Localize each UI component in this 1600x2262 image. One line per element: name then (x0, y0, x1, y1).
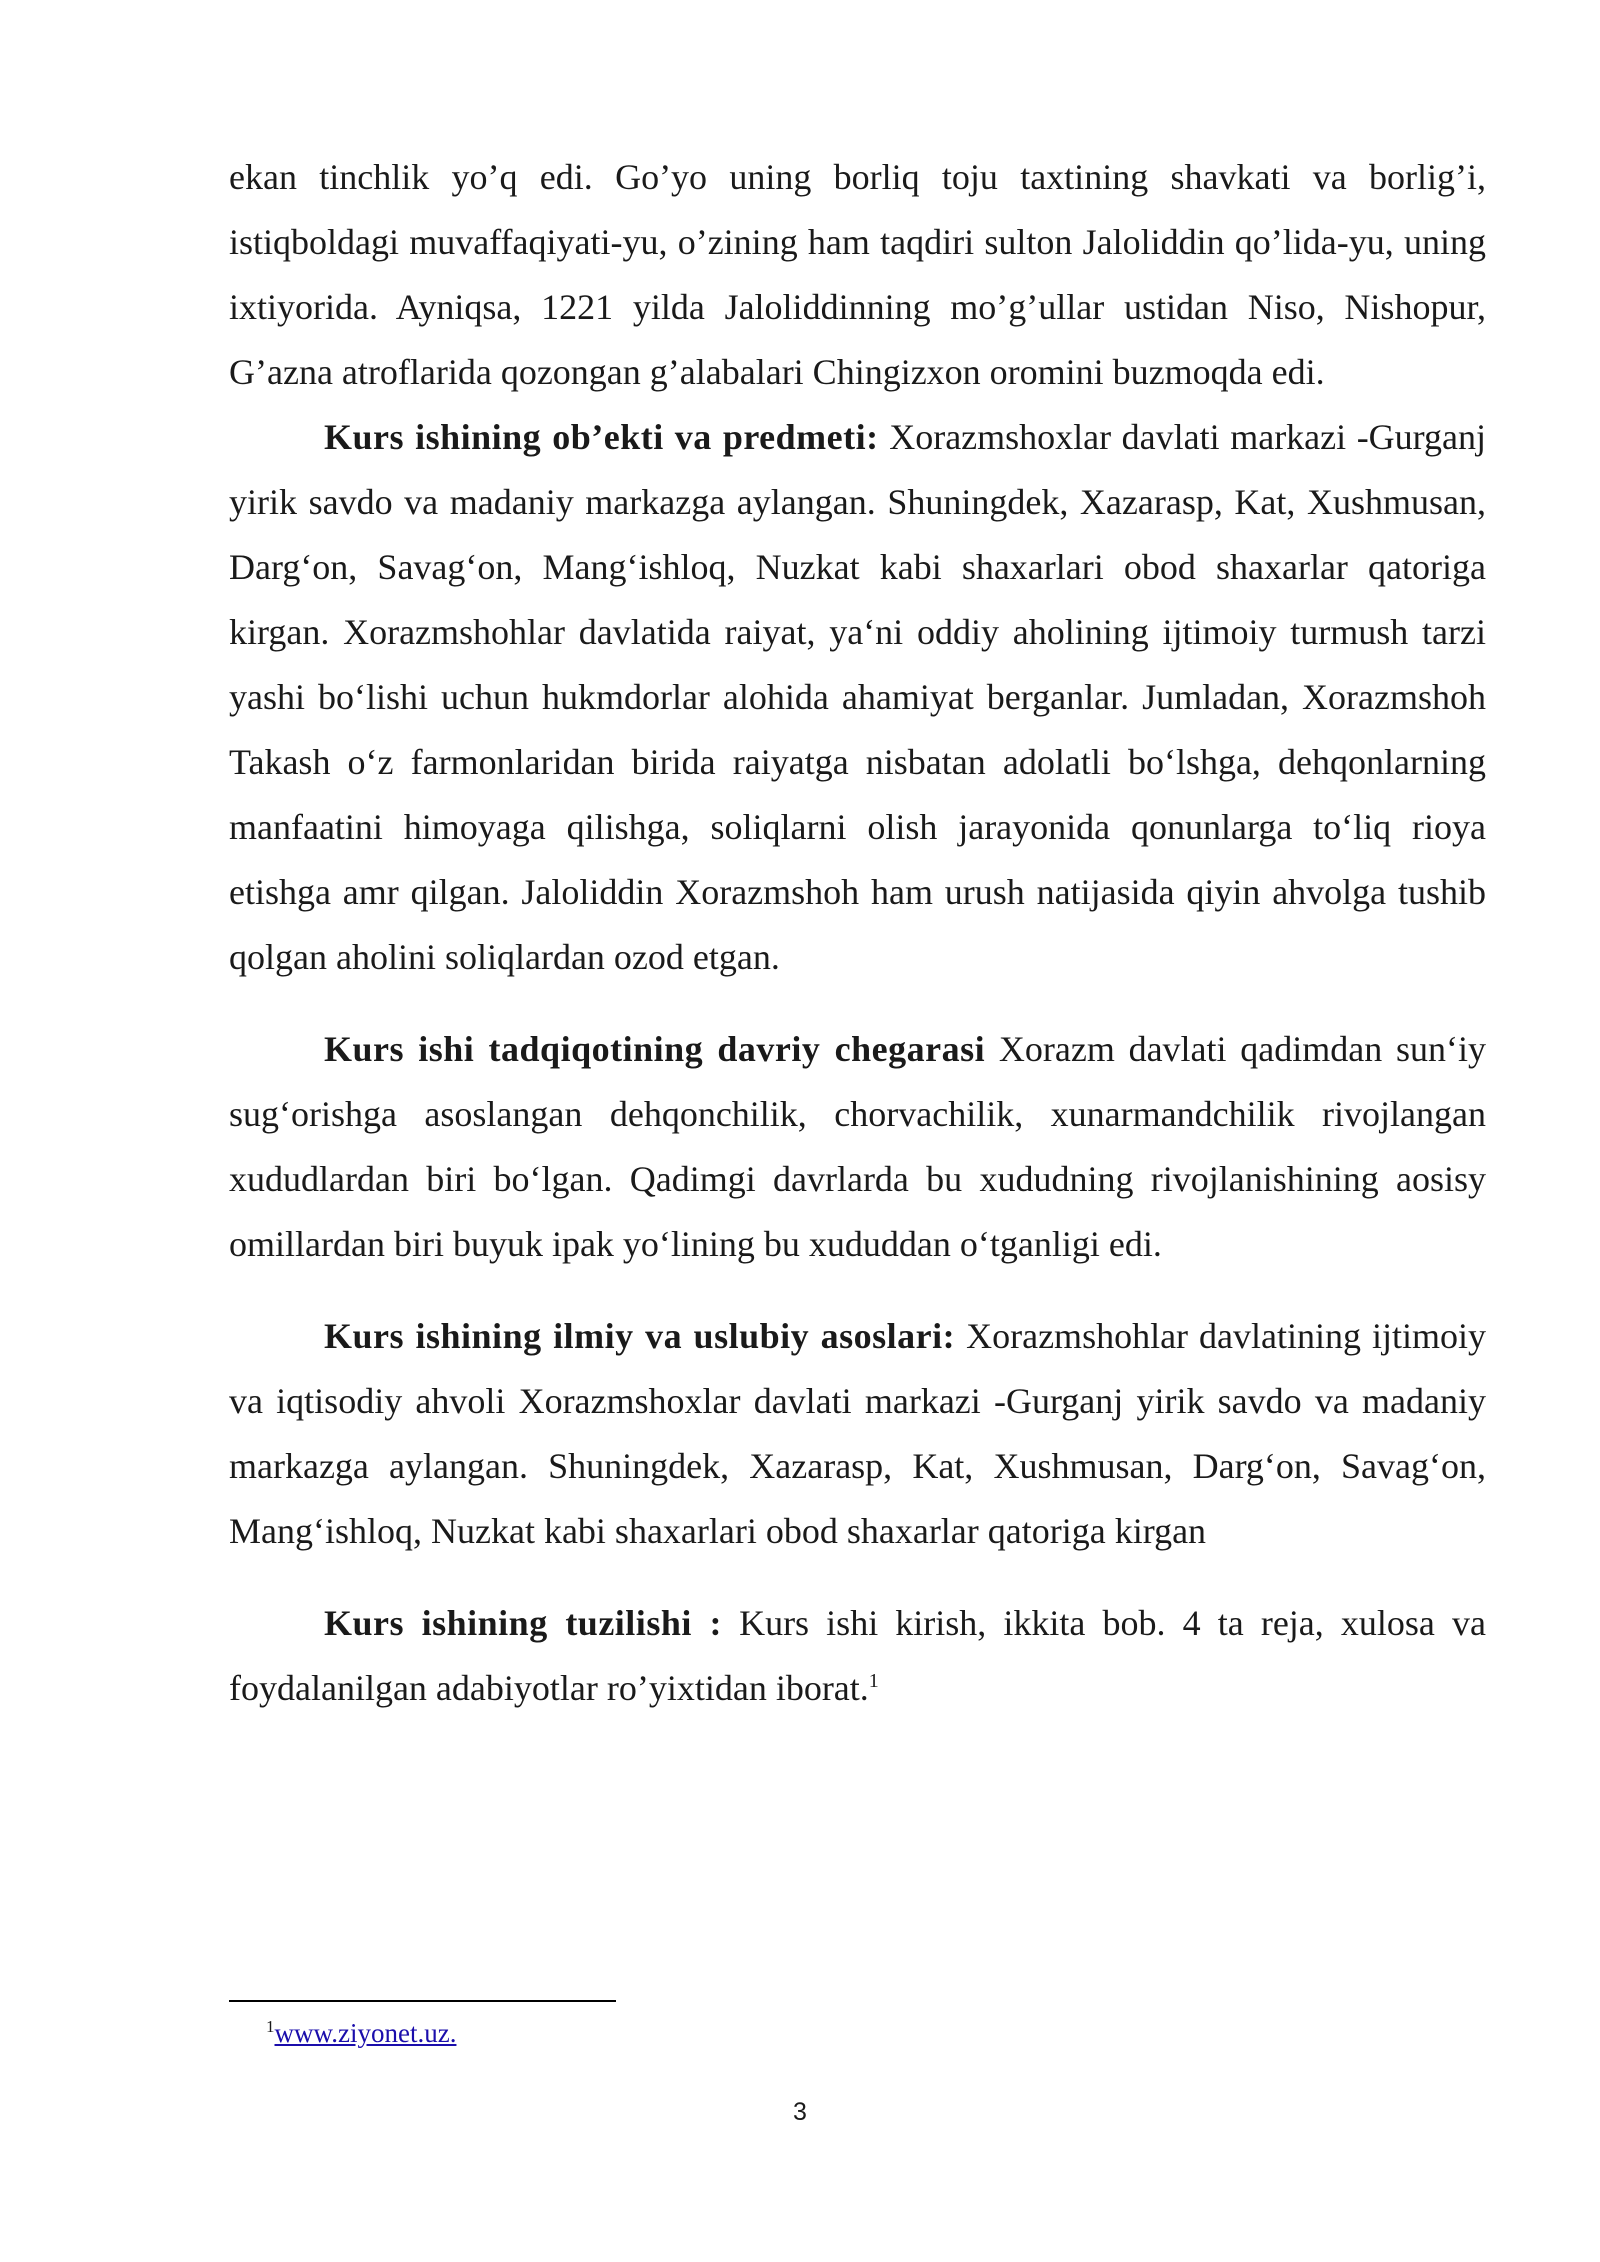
document-body (229, 145, 1486, 1721)
footnote (266, 2013, 456, 2053)
paragraph-text: ekan tinchlik yo’q edi. Go’yo uning borliq toju taxtining shavkati va borlig’i, istiqboldagi muvaffaqiyati-yu, o’zining ham taqdiri sulton Jaloliddin qo’lida-yu, uning ixtiyorida. Ayniqsa, 1221 yilda Jaloliddinning mo’g’ullar ustidan Niso, Nishopur, G’azna atroflarida qozongan g’alabalari Chingizxon oromini buzmoqda edi. (229, 157, 1486, 392)
paragraph-object-subject (229, 405, 1486, 990)
footnote-reference[interactable]: 1 (868, 1670, 879, 1692)
section-heading-chronological-scope: Kurs ishi tadqiqotining davriy chegarasi (324, 1029, 986, 1069)
paragraph-continuation (229, 145, 1486, 405)
section-heading-methodology: Kurs ishining ilmiy va uslubiy asoslari: (324, 1316, 956, 1356)
paragraph-structure (229, 1591, 1486, 1721)
section-heading-object-subject: Kurs ishining ob’ekti va predmeti: (324, 417, 879, 457)
paragraph-text: Xorazm davlati qadimdan sun‘iy sug‘orishga asoslangan dehqonchilik, chorvachilik, xunarmandchilik rivojlangan xududlardan biri bo‘lgan. Qadimgi davrlarda bu xududning rivojlanishining aosisy omillardan biri buyuk ipak yo‘lining bu xududdan o‘tganligi edi. (229, 1029, 1487, 1264)
section-heading-structure: Kurs ishining tuzilishi : (324, 1603, 722, 1643)
page-number: 3 (793, 2098, 807, 2126)
footnote-separator (229, 2000, 616, 2002)
footnote-link[interactable]: www.ziyonet.uz. (274, 2018, 457, 2048)
paragraph-text: Xorazmshoxlar davlati markazi -Gurganj yirik savdo va madaniy markazga aylangan. Shuningdek, Xazarasp, Kat, Xushmusan, Darg‘on, Savag‘on, Mang‘ishloq, Nuzkat kabi shaxarlari obod shaxarlar qatoriga kirgan. Xorazmshohlar davlatida raiyat, ya‘ni oddiy aholining ijtimoiy turmush tarzi yashi bo‘lishi uchun hukmdorlar alohida ahamiyat berganlar. Jumladan, Xorazmshoh Takash o‘z farmonlaridan birida raiyatga nisbatan adolatli bo‘lshga, dehqonlarning manfaatini himoyaga qilishga, soliqlarni olish jarayonida qonunlarga to‘liq rioya etishga amr qilgan. Jaloliddin Xorazmshoh ham urush natijasida qiyin ahvolga tushib qolgan aholini soliqlardan ozod etgan. (229, 417, 1487, 977)
paragraph-chronological-scope (229, 1017, 1486, 1277)
paragraph-text: Kurs ishi kirish, ikkita bob. 4 ta reja, xulosa va foydalanilgan adabiyotlar ro’yixtidan iborat. (229, 1603, 1486, 1708)
paragraph-methodology (229, 1304, 1486, 1564)
footnote-number: 1 (266, 2017, 275, 2036)
paragraph-text: Xorazmshohlar davlatining ijtimoiy va iqtisodiy ahvoli Xorazmshoxlar davlati markazi -Gurganj yirik savdo va madaniy markazga aylangan. Shuningdek, Xazarasp, Kat, Xushmusan, Darg‘on, Savag‘on, Mang‘ishloq, Nuzkat kabi shaxarlari obod shaxarlar qatoriga kirgan (229, 1316, 1487, 1551)
